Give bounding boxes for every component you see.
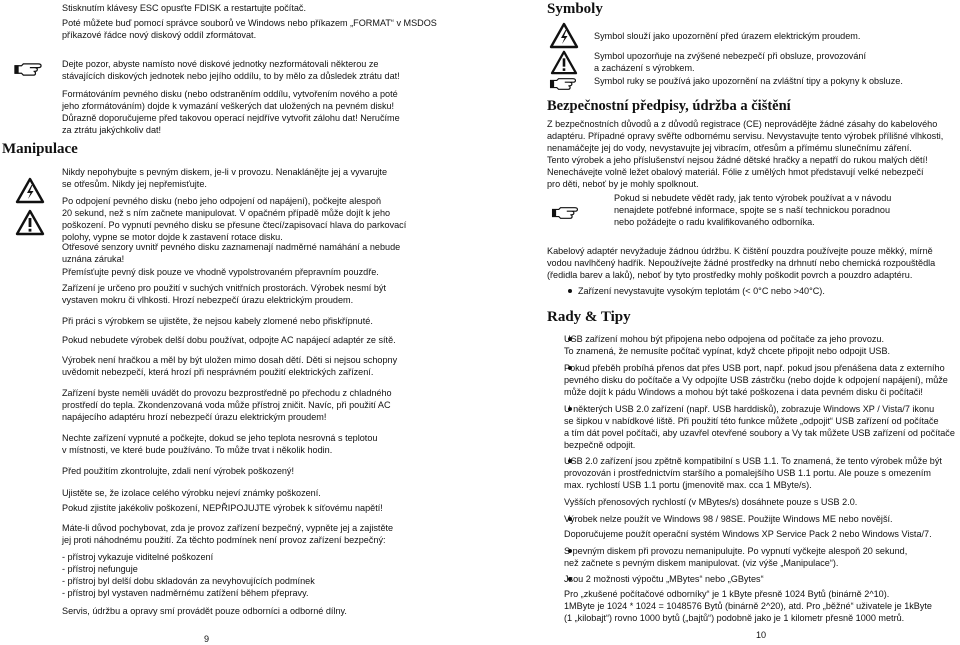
tip-text: Jsou 2 možnosti výpočtu „MBytes“ nebo „GBytes“ — [564, 574, 764, 584]
paragraph: Po odpojení pevného disku (nebo jeho odpojení od napájení), počkejte alespoň — [62, 196, 382, 206]
tip-text: Výrobek nelze použít ve Windows 98 / 98SE. Použijte Windows ME nebo novější. — [564, 514, 893, 524]
warning-text: jeho zformátováním) dojde k vymazání veškerých dat uložených na pevném disku! — [62, 101, 395, 111]
hand-pointer-icon — [14, 61, 42, 78]
condition-item: - přístroj byl vystaven nadměrnému zatížení během přepravy. — [62, 588, 309, 598]
symbols-title: Symboly — [547, 1, 603, 17]
symbol-description: Symbol ruky se používá jako upozornění na zvláštní tipy a pokyny k obsluze. — [594, 76, 903, 86]
safety-text: Z bezpečnostních důvodů a z důvodů registrace (CE) neprovádějte žádné zásahy do kabelového — [547, 119, 938, 129]
paragraph: Před použitím zkontrolujte, zdali není výrobek poškozený! — [62, 466, 295, 476]
tip-text: S pevným diskem při provozu nemanipulujte. Po vypnutí vyčkejte alespoň 20 sekund, — [564, 546, 908, 556]
tip-text: provozován i prostřednictvím staršího a pomalejšího USB 1.1 portu. Ale pouze s omezením — [564, 468, 931, 478]
tip-text: a tím dát povel počítači, aby uzavřel otevřené soubory a Vy tak můžete USB zařízení od počítače — [564, 428, 955, 438]
safety-text: nenamáčejte jej do vody, nevystavujte jej vibracím, otřesům a přímému slunečnímu záření. — [547, 143, 912, 153]
tip-text: max. rychlostí USB 1.1 portu (jmenovitě max. cca 1 MByte/s). — [564, 480, 812, 490]
paragraph: napájecího adaptéru hrozí nebezpečí úrazu elektrickým proudem! — [62, 412, 327, 422]
paragraph: Výrobek není hračkou a měl by být uložen mimo dosah dětí. Děti si nejsou schopny — [62, 355, 398, 365]
tip-text: Doporučujeme použít operační systém Windows XP Service Pack 2 nebo Windows Vista/7. — [564, 529, 932, 539]
tips-title: Rady & Tipy — [547, 309, 631, 325]
safety-text: Tento výrobek a jeho příslušenství nejsou žádné dětské hračky a nepatří do rukou malých dětí! — [547, 155, 928, 165]
tip-text: To znamená, že nemusíte počítač vypínat, když chcete připojit nebo odpojit USB. — [564, 346, 891, 356]
page-number: 10 — [756, 630, 767, 640]
caution-warning-icon — [549, 50, 579, 75]
warning-text: za ztrátu jakýchkoliv dat! — [62, 125, 162, 135]
section-title-manipulace: Manipulace — [2, 141, 78, 157]
safety-text: Nenechávejte volně ležet obalový materiál. Fólie z umělých hmot představují velké nebezpečí — [547, 167, 924, 177]
note-text: stávajících diskových jednotek nebo jejího oddílu, to by mělo za důsledek ztrátu dat! — [62, 71, 400, 81]
paragraph: Přemísťujte pevný disk pouze ve vhodně vypolstrovaném přepravním pouzdře. — [62, 267, 379, 277]
intro-line: Poté můžete buď pomocí správce souborů ve Windows nebo příkazem „FORMAT“ v MSDOS — [62, 18, 437, 28]
safety-text: pro děti, neboť by je mohly spolknout. — [547, 179, 699, 189]
tip-text: Vyšších přenosových rychlostí (v MBytes/s) dosáhnete pouze s USB 2.0. — [564, 497, 858, 507]
condition-item: - přístroj vykazuje viditelné poškození — [62, 552, 214, 562]
tip-text: USB zařízení mohou být připojena nebo odpojena od počítače za jeho provozu. — [564, 334, 885, 344]
note-text: Pokud si nebudete vědět rady, jak tento výrobek používat a v návodu — [614, 193, 892, 203]
tip-text: než začnete s pevným diskem manipulovat. (viz výše „Manipulace“). — [564, 558, 839, 568]
tip-text: 1MByte je 1024 * 1024 = 1048576 Bytů (binárně 2^20), atd. Pro „běžné“ uživatele je 1kByte — [564, 601, 932, 611]
paragraph: Pokud zjistíte jakékoliv poškození, NEPŘIPOJUJTE výrobek k síťovému napětí! — [62, 503, 383, 513]
hand-pointer-icon — [549, 76, 577, 92]
tip-text: Pro „zkušené počítačové odborníky“ je 1 kByte přesně 1024 Bytů (binárně 2^10). — [564, 589, 890, 599]
paragraph: jej proti náhodnému použití. Za těchto podmínek není provoz zařízení bezpečný: — [62, 535, 386, 545]
electric-shock-warning-icon — [15, 177, 45, 204]
paragraph: Zařízení byste neměli uvádět do provozu bezprostředně po přechodu z chladného — [62, 388, 392, 398]
note-text: nebo požádejte o radu kvalifikovaného odborníka. — [614, 217, 815, 227]
tip-text: (1 „kilobajt“) rovno 1000 bytů („bajtů“) podobně jako je 1 kilometr přesně 1000 metrů. — [564, 613, 905, 623]
care-text: (ředidla barev a laků), neboť by tyto prostředky mohly poškodit povrch a pouzdro adaptéru. — [547, 270, 913, 280]
care-bullet-text: Zařízení nevystavujte vysokým teplotám (< 0°C nebo >40°C). — [578, 286, 825, 296]
tip-text: U některých USB 2.0 zařízení (např. USB harddisků), zobrazuje Windows XP / Vista/7 ikonu — [564, 404, 935, 414]
symbol-description: Symbol slouží jako upozornění před úrazem elektrickým proudem. — [594, 31, 861, 41]
electric-shock-warning-icon — [549, 22, 579, 49]
paragraph: vystaven mokru či vlhkosti. Hrozí nebezpečí úrazu elektrickým proudem. — [62, 295, 354, 305]
paragraph: uvědomit nebezpečí, která hrozí při nesprávném použití elektrických zařízení. — [62, 367, 374, 377]
paragraph: Ujistěte se, že izolace celého výrobku nejeví známky poškození. — [62, 488, 321, 498]
warning-text: Formátováním pevného disku (nebo odstraněním oddílu, vytvořením nového a poté — [62, 89, 398, 99]
note-text: nenajdete potřebné informace, spojte se s naší technickou poradnou — [614, 205, 891, 215]
condition-item: - přístroj nefunguje — [62, 564, 138, 574]
bullet — [568, 289, 572, 293]
safety-text: adaptéru. Případné opravy svěřte odbornému servisu. Nevystavujte tento výrobek přílišné vlhkosti, — [547, 131, 944, 141]
paragraph: Při práci s výrobkem se ujistěte, že nejsou kabely zlomené nebo přiskřípnuté. — [62, 316, 373, 326]
paragraph: Otřesové senzory uvnitř pevného disku zaznamenají nadměrné namáhání a nebude — [62, 242, 401, 252]
left-page — [0, 0, 480, 644]
condition-item: - přístroj byl delší dobu skladován za nevyhovujících podmínek — [62, 576, 315, 586]
safety-title: Bezpečnostní předpisy, údržba a čištění — [547, 98, 791, 114]
paragraph: poškození. Po vypnutí pevného disku se přesune čtecí/zapisovací hlava do parkovací — [62, 220, 407, 230]
paragraph: uznána záruka! — [62, 254, 125, 264]
intro-line: příkazové řádce nový diskový oddíl zformátovat. — [62, 30, 257, 40]
symbol-description: Symbol upozorňuje na zvýšené nebezpečí při obsluze, provozování — [594, 51, 866, 61]
care-text: Kabelový adaptér nevyžaduje žádnou údržbu. K čištění pouzdra používejte pouze měkký, mírně — [547, 246, 933, 256]
paragraph: Servis, údržbu a opravy smí provádět pouze odborníci a odborné dílny. — [62, 606, 347, 616]
paragraph: Máte-li důvod pochybovat, zda je provoz zařízení bezpečný, vypněte jej a zajistěte — [62, 523, 394, 533]
caution-warning-icon — [15, 209, 45, 236]
symbol-description: a zacházení s výrobkem. — [594, 63, 695, 73]
tip-text: pevného disku do počítače a Vy odpojíte USB zástrčku (nebo dojde k odpojení napájení), může — [564, 375, 948, 385]
paragraph: Nikdy nepohybujte s pevným diskem, je-li v provozu. Nenaklánějte jej a vyvarujte — [62, 167, 388, 177]
tip-text: může dojít k pádu Windows a mohou být také poškozena i data pevném disku či počítači! — [564, 387, 923, 397]
paragraph: v místnosti, ve které bude používáno. To může trvat i několik hodin. — [62, 445, 333, 455]
tip-text: bezpečně odpojit. — [564, 440, 636, 450]
intro-line: Stisknutím klávesy ESC opusťte FDISK a restartujte počítač. — [62, 3, 306, 13]
paragraph: Zařízení je určeno pro použití v suchých vnitřních prostorách. Výrobek nesmí být — [62, 283, 386, 293]
paragraph: prostředí do tepla. Zkondenzovaná voda může přístroj zničit. Navíc, při použití AC — [62, 400, 391, 410]
tip-text: Pokud přeběh probíhá přenos dat přes USB port, např. pokud jsou přenášena data z externího — [564, 363, 945, 373]
paragraph: se otřesům. Nikdy jej nepřemisťujte. — [62, 179, 207, 189]
warning-text: Důrazně doporučujeme před takovou operací nejdříve vytvořit zálohu dat! Neručíme — [62, 113, 400, 123]
paragraph: Pokud nebudete výrobek delší dobu používat, odpojte AC napájecí adaptér ze sítě. — [62, 335, 396, 345]
care-text: vodou navlhčený hadřík. Nepoužívejte žádné prostředky na drhnutí nebo chemická rozpouštědla — [547, 258, 936, 268]
paragraph: polohy, vypne se motor dojde k zastavení rotace disku. — [62, 232, 283, 242]
page-number: 9 — [204, 634, 210, 644]
paragraph: 20 sekund, než s ním začnete manipulovat. V opačném případě může dojít k jeho — [62, 208, 391, 218]
right-page — [480, 0, 960, 641]
note-text: Dejte pozor, abyste namísto nové diskové jednotky nezformátovali některou ze — [62, 59, 379, 69]
paragraph: Nechte zařízení vypnuté a počkejte, dokud se jeho teplota nesrovná s teplotou — [62, 433, 378, 443]
tip-text: USB 2.0 zařízení jsou zpětně kompatibilní s USB 1.1. To znamená, že tento výrobek může být — [564, 456, 942, 466]
hand-pointer-icon — [551, 205, 579, 221]
tip-text: se šipkou v nabídkové liště. Při použití této funkce můžete „odpojit“ USB zařízení od počítače — [564, 416, 939, 426]
